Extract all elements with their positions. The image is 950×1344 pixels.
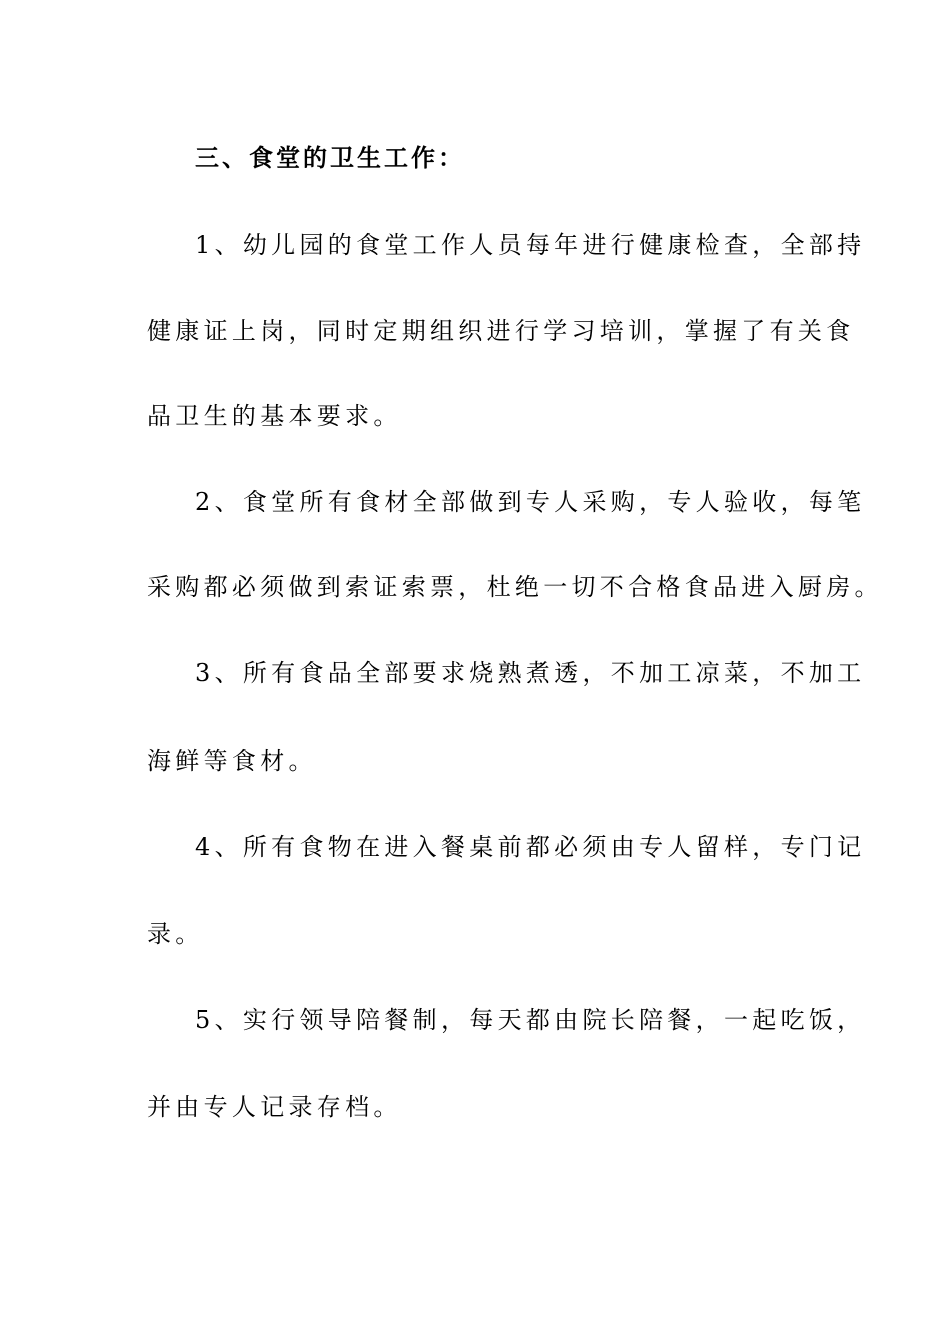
paragraph-line: 4、所有食物在进入餐桌前都必须由专人留样，专门记 bbox=[195, 833, 866, 861]
paragraph-line: 5、实行领导陪餐制，每天都由院长陪餐，一起吃饭， bbox=[195, 1006, 866, 1034]
paragraph-line: 录。 bbox=[147, 920, 204, 948]
paragraph-line: 海鲜等食材。 bbox=[147, 747, 317, 775]
section-heading: 三、食堂的卫生工作： bbox=[195, 143, 465, 172]
paragraph-line: 品卫生的基本要求。 bbox=[147, 402, 402, 430]
paragraph-line: 1、幼儿园的食堂工作人员每年进行健康检查，全部持 bbox=[195, 231, 866, 259]
paragraph-line: 采购都必须做到索证索票，杜绝一切不合格食品进入厨房。 bbox=[147, 573, 883, 601]
paragraph-line: 健康证上岗，同时定期组织进行学习培训，掌握了有关食 bbox=[147, 317, 855, 345]
paragraph-line: 2、食堂所有食材全部做到专人采购，专人验收，每笔 bbox=[195, 488, 866, 516]
paragraph-line: 并由专人记录存档。 bbox=[147, 1093, 402, 1121]
paragraph-line: 3、所有食品全部要求烧熟煮透，不加工凉菜，不加工 bbox=[195, 659, 866, 687]
